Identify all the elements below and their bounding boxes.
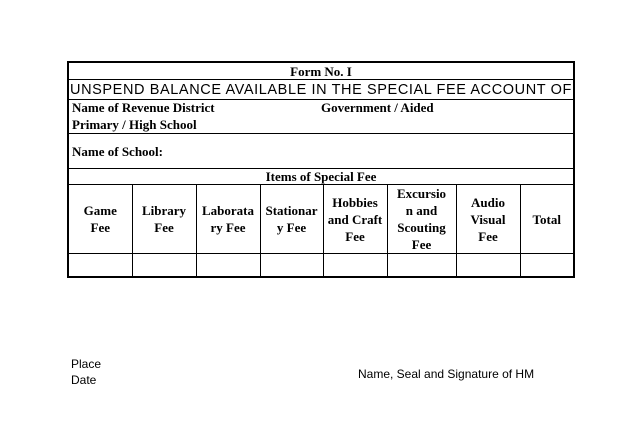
revenue-district-label: Name of Revenue District: [72, 100, 215, 115]
school-type-label: Primary / High School: [72, 117, 197, 132]
date-label: Date: [71, 373, 97, 387]
excursion-scouting-fee-cell[interactable]: [387, 254, 456, 277]
school-name-section: [69, 134, 573, 169]
items-title: Items of Special Fee: [69, 169, 573, 185]
fee-table: [69, 185, 573, 276]
district-section: [69, 100, 573, 134]
library-fee-cell[interactable]: [132, 254, 196, 277]
management-type-label: Government / Aided: [321, 100, 434, 115]
fee-entry-row: [69, 254, 573, 277]
fee-header-row: [69, 185, 573, 254]
column-header: Audio Visual Fee: [456, 185, 520, 254]
form-heading: UNSPEND BALANCE AVAILABLE IN THE SPECIAL FEE ACCOUNT OF: [70, 82, 572, 98]
school-name-label: Name of School:: [72, 144, 163, 159]
total-cell[interactable]: [520, 254, 573, 277]
column-header: Game Fee: [69, 185, 132, 254]
column-header: Hobbies and Craft Fee: [323, 185, 387, 254]
signature-label: Name, Seal and Signature of HM: [358, 367, 535, 381]
audio-visual-fee-cell[interactable]: [456, 254, 520, 277]
game-fee-cell[interactable]: [69, 254, 132, 277]
special-fee-form: [67, 61, 575, 278]
stationary-fee-cell[interactable]: [260, 254, 323, 277]
column-header: Stationar y Fee: [260, 185, 323, 254]
column-header: Library Fee: [132, 185, 196, 254]
column-header: Total: [520, 185, 573, 254]
place-label: Place: [71, 357, 102, 371]
hobbies-craft-fee-cell[interactable]: [323, 254, 387, 277]
column-header: Excursio n and Scouting Fee: [387, 185, 456, 254]
laboratory-fee-cell[interactable]: [196, 254, 260, 277]
fee-table-section: [69, 185, 573, 276]
column-header: Laborata ry Fee: [196, 185, 260, 254]
form-number: Form No. I: [69, 63, 573, 80]
